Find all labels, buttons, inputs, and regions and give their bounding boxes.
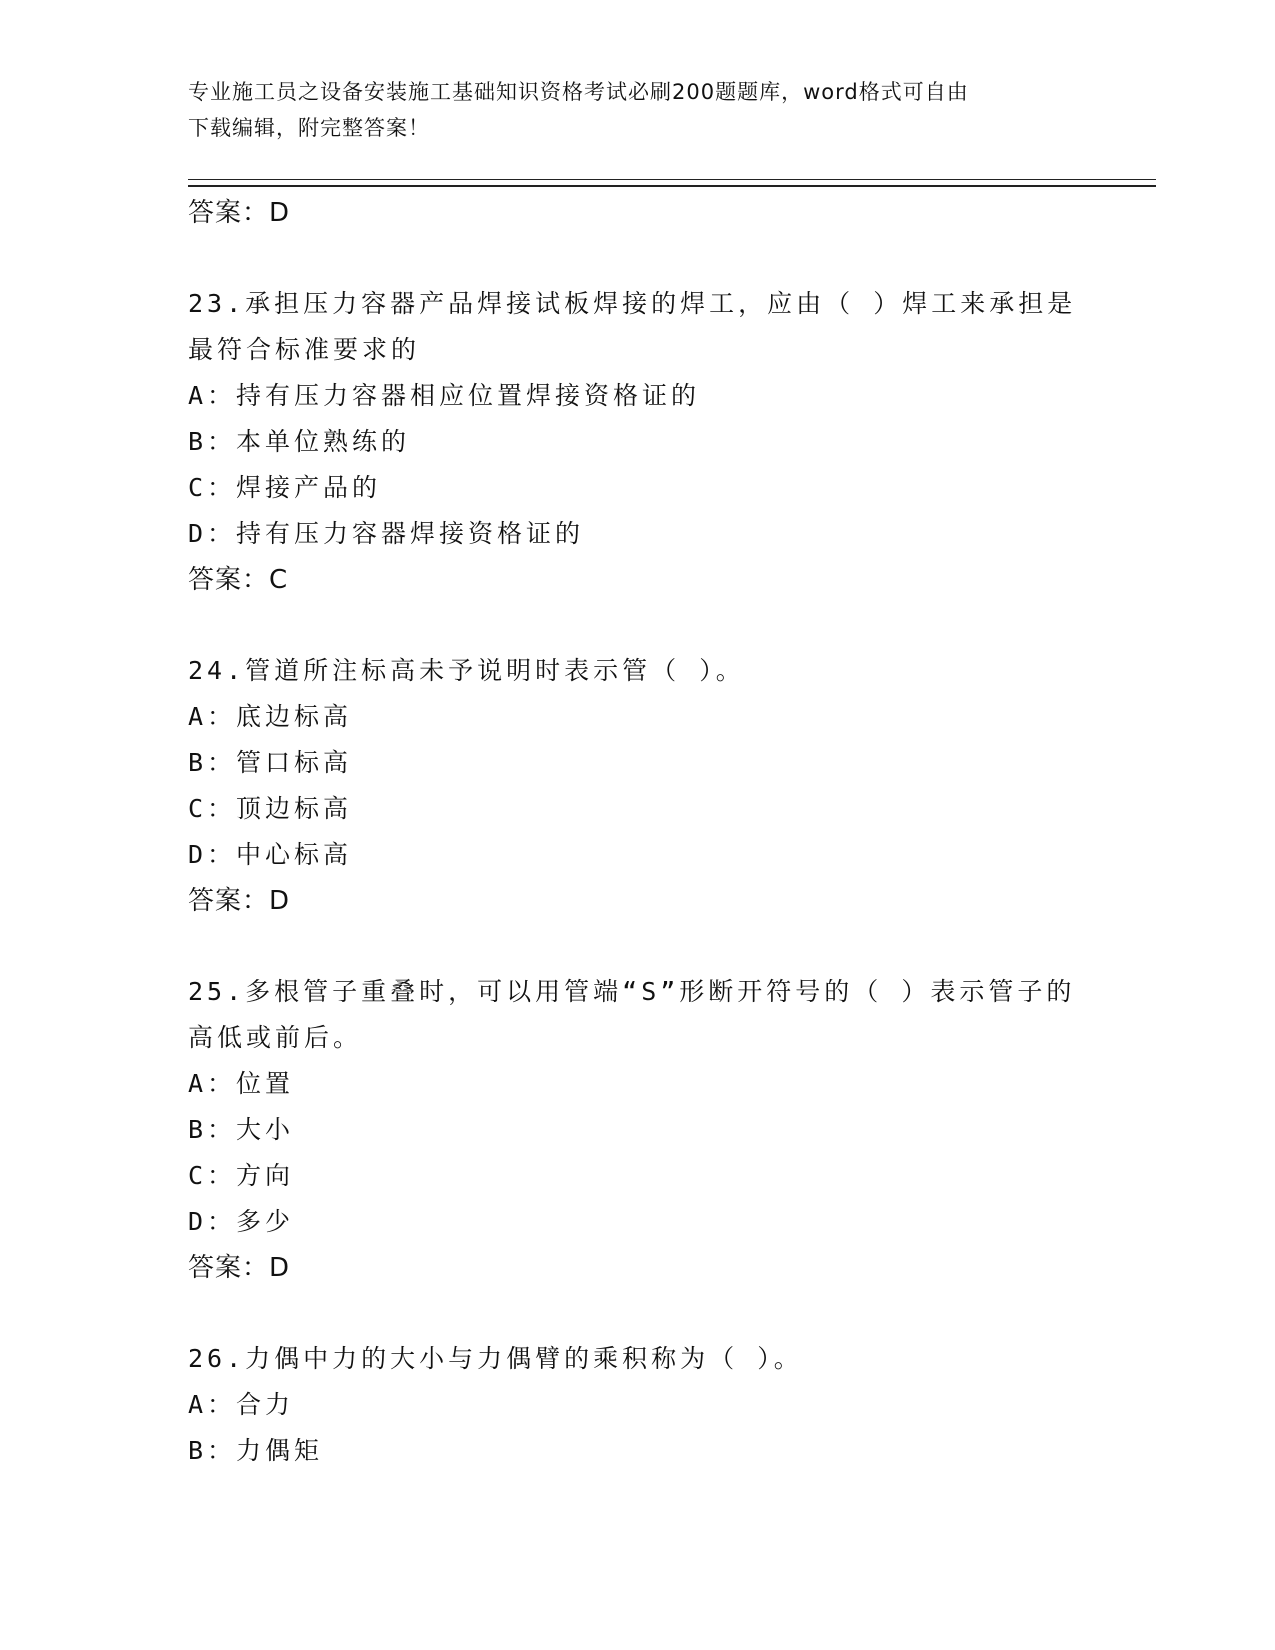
- answer: 答案：D: [188, 886, 291, 916]
- answer: 答案：C: [188, 565, 289, 595]
- option-a: A：位置: [188, 1069, 295, 1098]
- question-stem: 23.承担压力容器产品焊接试板焊接的焊工，应由（ ）焊工来承担是: [188, 289, 1077, 318]
- question-list: [188, 190, 1088, 1474]
- answer: 答案：D: [188, 1253, 291, 1283]
- option-a: A：持有压力容器相应位置焊接资格证的: [188, 381, 701, 410]
- question-stem-cont: 高低或前后。: [188, 1023, 363, 1052]
- previous-answer: 答案：D: [188, 198, 291, 228]
- option-c: C：顶边标高: [188, 794, 353, 823]
- question-stem: 26.力偶中力的大小与力偶臂的乘积称为（ ）。: [188, 1344, 803, 1373]
- question-24: [188, 648, 1088, 924]
- option-b: B：力偶矩: [188, 1436, 324, 1465]
- option-c: C：焊接产品的: [188, 473, 382, 502]
- option-a: A：合力: [188, 1390, 295, 1419]
- header-line-1: 专业施工员之设备安装施工基础知识资格考试必刷200题题库，word格式可自由: [188, 80, 969, 104]
- question-stem-cont: 最符合标准要求的: [188, 335, 421, 364]
- header-divider-thick: [188, 185, 1156, 187]
- question-25: [188, 969, 1088, 1291]
- question-26: [188, 1336, 1088, 1474]
- question-23: [188, 281, 1088, 603]
- option-d: D：持有压力容器焊接资格证的: [188, 519, 585, 548]
- option-d: D：多少: [188, 1207, 295, 1236]
- option-b: B：本单位熟练的: [188, 427, 411, 456]
- option-c: C：方向: [188, 1161, 295, 1190]
- question-stem: 25.多根管子重叠时，可以用管端“S”形断开符号的（ ）表示管子的: [188, 977, 1076, 1006]
- question-stem: 24.管道所注标高未予说明时表示管（ ）。: [188, 656, 745, 685]
- option-b: B：管口标高: [188, 748, 353, 777]
- option-a: A：底边标高: [188, 702, 353, 731]
- document-header: [188, 74, 1068, 146]
- header-divider-thin: [188, 179, 1156, 180]
- option-b: B：大小: [188, 1115, 295, 1144]
- header-line-2: 下载编辑，附完整答案！: [188, 116, 430, 140]
- option-d: D：中心标高: [188, 840, 353, 869]
